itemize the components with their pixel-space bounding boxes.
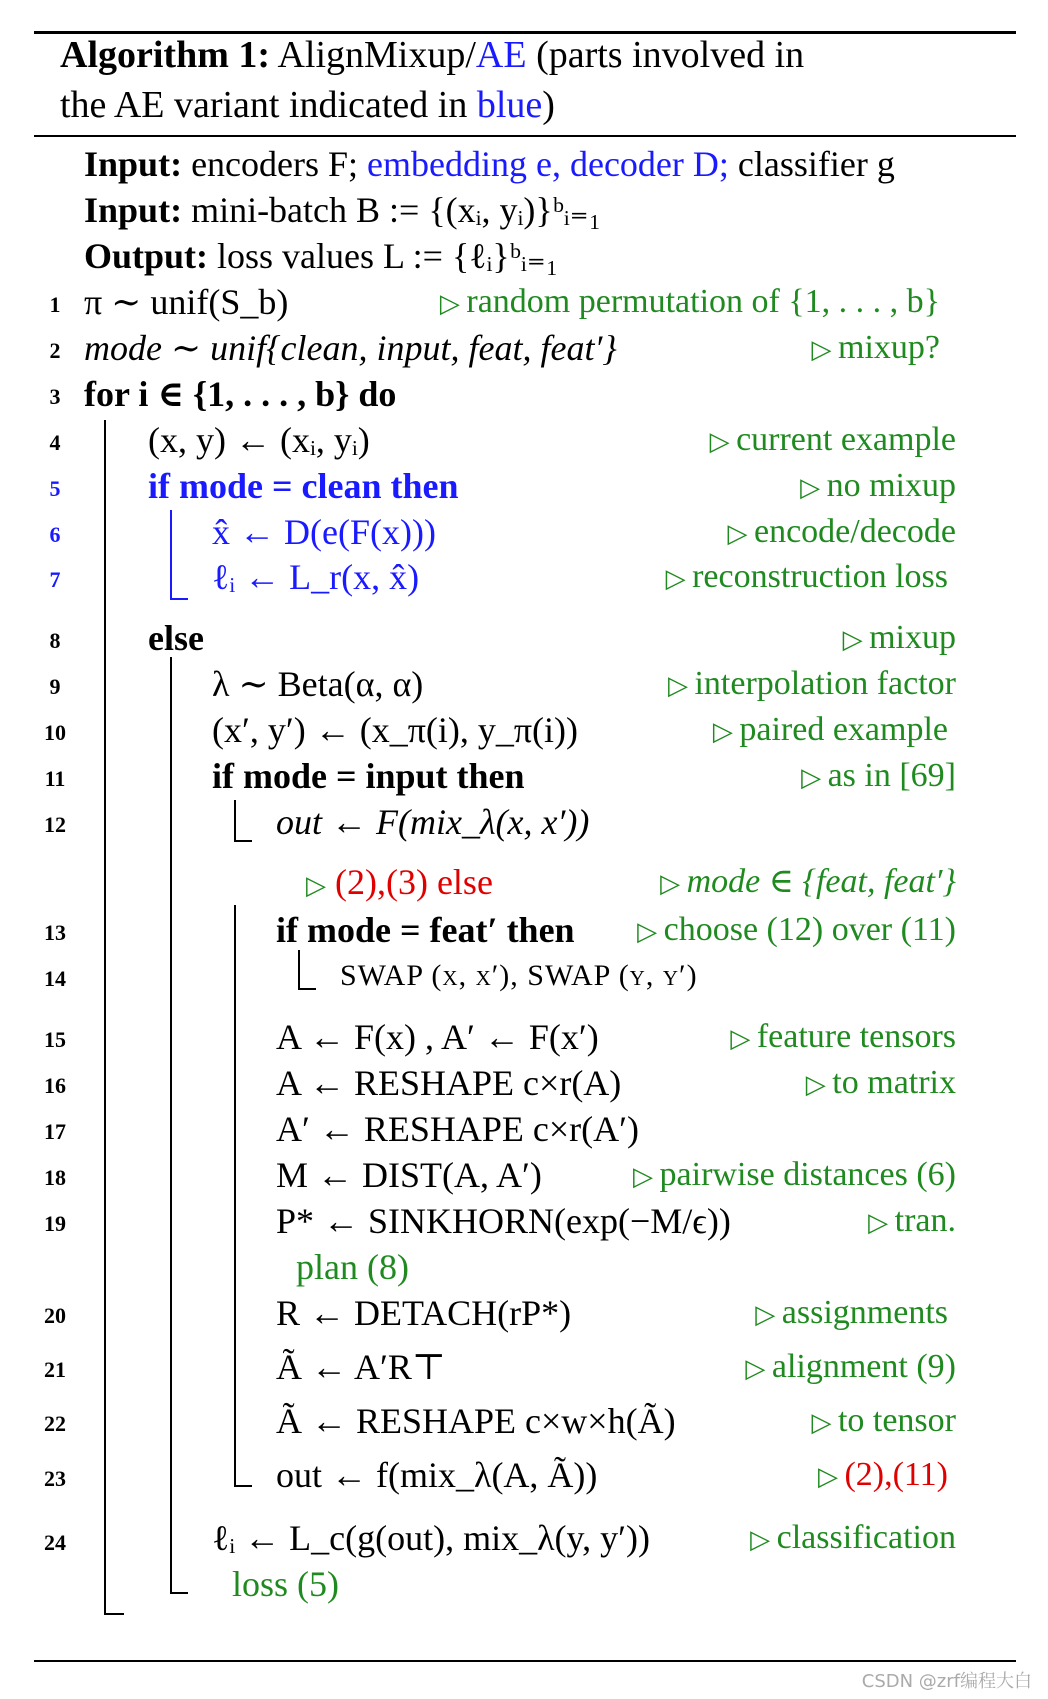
- comment: [440, 280, 940, 326]
- else-block-end: [170, 1592, 188, 1594]
- line-number: 11: [44, 766, 66, 791]
- comment-triangle-icon: ▷: [439, 289, 467, 318]
- code-line: for i ∈ {1, . . . , b} do: [84, 374, 397, 414]
- code-line: loss (5): [232, 1564, 339, 1604]
- line-number: 2: [49, 338, 61, 363]
- comment: [745, 1345, 956, 1391]
- comment-triangle-icon: ▷: [665, 564, 693, 593]
- input-block-end: [234, 840, 252, 842]
- algorithm-title-rest: (parts involved in: [536, 34, 805, 76]
- code-line: M ← DIST(A, A′): [276, 1155, 542, 1195]
- algorithm-name: AlignMixup/: [277, 34, 476, 76]
- comment-text: reconstruction loss: [692, 558, 948, 595]
- comment-triangle-icon: ▷: [868, 1208, 895, 1237]
- algorithm-title-blue-word: blue: [476, 84, 543, 126]
- comment-text: random permutation of {1, . . . , b}: [466, 283, 940, 320]
- line-number: 18: [44, 1165, 66, 1190]
- clean-block-end: [170, 598, 188, 600]
- comment-text: feature tensors: [756, 1018, 956, 1055]
- code-line: x̂ ← D(e(F(x))): [212, 512, 436, 552]
- comment-triangle-icon: ▷: [660, 869, 687, 898]
- output-label: Output:: [84, 236, 209, 276]
- watermark: CSDN @zrf编程大白: [861, 1671, 1032, 1692]
- input-line-1: [84, 142, 895, 186]
- comment: [755, 1291, 948, 1337]
- algorithm-label: Algorithm 1:: [60, 34, 271, 76]
- comment-triangle-icon: ▷: [712, 717, 740, 746]
- line-number: 12: [44, 812, 66, 837]
- comment: [728, 510, 957, 556]
- comment-text: choose (12) over (11): [663, 911, 956, 948]
- comment-text: alignment (9): [771, 1348, 956, 1385]
- line-number: 22: [44, 1411, 66, 1436]
- code-line: R ← DETACH(rP*): [276, 1293, 572, 1333]
- comment: [818, 1453, 948, 1499]
- comment-triangle-icon: ▷: [730, 1024, 757, 1053]
- comment-triangle-icon: ▷: [709, 427, 737, 456]
- code-line-else: (2),(3) else: [335, 862, 493, 902]
- code-line: A′ ← RESHAPE c×r(A′): [276, 1109, 640, 1149]
- comment-triangle-icon: ▷: [805, 1070, 833, 1099]
- bottom-rule: [34, 1660, 1016, 1662]
- comment-triangle-icon: ▷: [755, 1300, 782, 1329]
- comment-triangle-icon: ▷: [842, 625, 870, 654]
- comment-triangle-icon: ▷: [811, 335, 839, 364]
- line-number: 6: [49, 522, 61, 547]
- comment: [710, 418, 956, 464]
- comment-triangle-icon: ▷: [811, 1408, 838, 1437]
- comment-triangle-icon: ▷: [637, 917, 664, 946]
- line-number: 15: [44, 1027, 66, 1052]
- line-number: 24: [44, 1530, 66, 1555]
- line-number: 13: [44, 920, 66, 945]
- line-number: 3: [49, 384, 61, 409]
- comment: [806, 1061, 956, 1107]
- comment: [811, 1399, 956, 1445]
- comment: [730, 1015, 956, 1061]
- comment-text: mixup?: [838, 329, 940, 366]
- comment-triangle-icon: ▷: [745, 1354, 772, 1383]
- code-line: π ∼ unif(S_b): [84, 282, 289, 322]
- code-line: if mode = clean then: [148, 466, 459, 506]
- line-number: 5: [49, 476, 61, 501]
- comment-triangle-icon: ▷: [727, 519, 754, 548]
- input-classifier: classifier g: [737, 144, 895, 184]
- comment-text: mixup: [869, 619, 956, 656]
- comment-triangle-icon: ▷: [667, 671, 695, 700]
- code-line: else: [148, 618, 204, 658]
- comment: [660, 860, 956, 906]
- input-block-bar: [234, 800, 236, 842]
- input-embedding-decoder: embedding e, decoder D;: [367, 144, 729, 184]
- comment: [668, 662, 956, 708]
- code-line: SWAP (x, x′), SWAP (y, y′): [340, 959, 698, 992]
- comment-text: assignments: [781, 1294, 948, 1331]
- line-number: 20: [44, 1303, 66, 1328]
- feat-block-end: [234, 1485, 252, 1487]
- line-number: 17: [44, 1119, 66, 1144]
- line-number: 19: [44, 1211, 66, 1236]
- comment: [713, 708, 948, 754]
- line-number: 21: [44, 1357, 66, 1382]
- comment-triangle-icon: ▷: [800, 473, 827, 502]
- code-line: λ ∼ Beta(α, α): [212, 664, 424, 704]
- comment: [812, 326, 940, 372]
- comment-text: mode ∈ {feat, feat′}: [686, 863, 956, 900]
- comment: [637, 908, 956, 954]
- line-number: 9: [49, 674, 61, 699]
- code-line: Ã ← RESHAPE c×w×h(Ã): [276, 1401, 676, 1441]
- comment: [666, 555, 948, 601]
- code-line: plan (8): [296, 1247, 409, 1287]
- comment-triangle-icon: ▷: [750, 1525, 777, 1554]
- algorithm-title-close: ): [542, 84, 555, 126]
- comment: [801, 754, 956, 800]
- output-loss: loss values L := {ℓᵢ}ᵇᵢ₌₁: [217, 236, 559, 276]
- code-line: [306, 860, 493, 908]
- input-label-2: Input:: [84, 190, 183, 230]
- code-line: ℓᵢ ← L_r(x, x̂): [212, 557, 420, 597]
- line-number: 4: [49, 430, 61, 455]
- comment-text: to tensor: [837, 1402, 956, 1439]
- comment-text: classification: [776, 1519, 956, 1556]
- input-label: Input:: [84, 144, 183, 184]
- comment: [800, 464, 956, 510]
- for-block-bar: [104, 420, 106, 1615]
- code-line: P* ← SINKHORN(exp(−M/ϵ)): [276, 1201, 731, 1241]
- code-line: Ã ← A′R⊤: [276, 1347, 446, 1387]
- comment-text: encode/decode: [754, 513, 956, 550]
- line-number: 1: [49, 292, 61, 317]
- else-block-bar: [170, 657, 172, 1594]
- algorithm-name-ae: AE: [475, 34, 527, 76]
- code-line: A ← RESHAPE c×r(A): [276, 1063, 622, 1103]
- code-line: mode ∼ unif{clean, input, feat, feat′}: [84, 328, 617, 368]
- title-rule: [34, 135, 1016, 137]
- code-line: (x′, y′) ← (x_π(i), y_π(i)): [212, 710, 579, 750]
- line-number: 23: [44, 1466, 66, 1491]
- line-number: 10: [44, 720, 66, 745]
- comment: [633, 1153, 956, 1199]
- code-line: out ← F(mix_λ(x, x′)): [276, 802, 590, 842]
- comment-text: as in [69]: [827, 757, 956, 794]
- code-line: if mode = input then: [212, 756, 525, 796]
- line-number: 14: [44, 966, 66, 991]
- code-line: A ← F(x) , A′ ← F(x′): [276, 1017, 599, 1057]
- clean-block-bar: [170, 510, 172, 600]
- input-line-2: [84, 188, 601, 232]
- comment-text: (2),(11): [844, 1456, 948, 1493]
- code-line: ℓᵢ ← L_c(g(out), mix_λ(y, y′)): [212, 1518, 651, 1558]
- comment: [843, 616, 956, 662]
- for-block-end: [104, 1613, 124, 1615]
- line-number: 8: [49, 628, 61, 653]
- comment-text: interpolation factor: [694, 665, 956, 702]
- comment: [750, 1516, 956, 1562]
- comment-text: paired example: [739, 711, 948, 748]
- swap-block-bar: [298, 950, 300, 990]
- comment-triangle-icon: ▷: [306, 871, 326, 900]
- algorithm-title-line2: the AE variant indicated in: [60, 84, 468, 126]
- comment-text: to matrix: [832, 1064, 956, 1101]
- comment-text: tran.: [894, 1202, 956, 1239]
- code-line: (x, y) ← (xᵢ, yᵢ): [148, 420, 370, 460]
- comment-text: no mixup: [826, 467, 956, 504]
- code-line: out ← f(mix_λ(A, Ã)): [276, 1455, 598, 1495]
- feat-block-bar: [234, 905, 236, 1487]
- input-minibatch: mini-batch B := {(xᵢ, yᵢ)}ᵇᵢ₌₁: [191, 190, 602, 230]
- line-number: 7: [49, 567, 61, 592]
- code-line: if mode = feat′ then: [276, 910, 575, 950]
- comment-text: pairwise distances (6): [659, 1156, 956, 1193]
- comment: [868, 1199, 956, 1245]
- algorithm-title: [60, 30, 960, 130]
- input-encoders: encoders F;: [191, 144, 359, 184]
- comment-triangle-icon: ▷: [633, 1162, 660, 1191]
- comment-text: current example: [736, 421, 956, 458]
- output-line: [84, 234, 558, 278]
- comment-triangle-icon: ▷: [817, 1462, 845, 1491]
- line-number: 16: [44, 1073, 66, 1098]
- swap-block-end: [298, 988, 316, 990]
- comment-triangle-icon: ▷: [801, 763, 828, 792]
